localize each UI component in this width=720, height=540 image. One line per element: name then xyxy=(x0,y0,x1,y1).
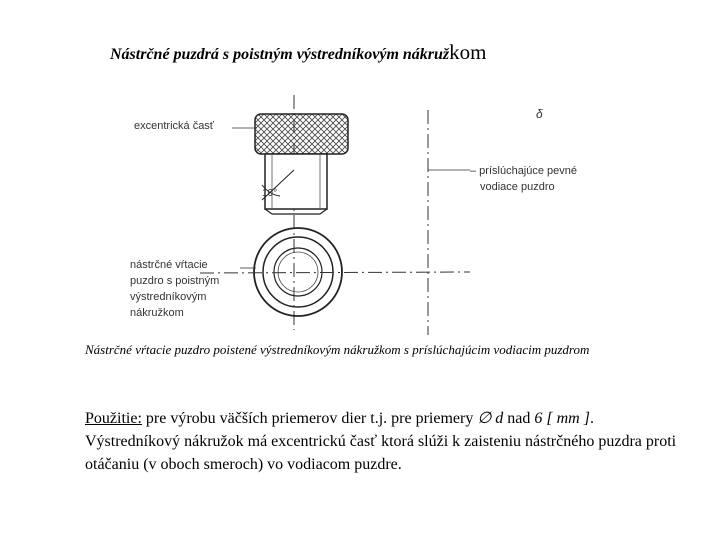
usage-label: Použitie: xyxy=(85,410,142,427)
label-angle: 10° xyxy=(262,188,278,199)
diameter-symbol: ∅ d xyxy=(477,410,504,427)
bore-ring xyxy=(278,252,318,292)
label-bushing-2: puzdro s poistným xyxy=(130,275,220,287)
label-guide-bushing-2: vodiace puzdro xyxy=(480,181,555,193)
inner-ring xyxy=(274,248,322,296)
figure-caption: Nástrčné vŕtacie puzdro poistené výstredníkovým nákružkom s príslúchajúcim vodiacim puzdrom xyxy=(85,342,590,357)
knurled-collar xyxy=(255,114,348,154)
usage-paragraph xyxy=(85,407,685,476)
outer-ring xyxy=(254,228,342,316)
label-bushing-4: nákružkom xyxy=(130,307,184,319)
label-guide-bushing-1: – príslúchajúce pevné xyxy=(470,165,578,177)
label-bushing-1: nástrčné vŕtacie xyxy=(130,259,208,271)
usage-text-1: pre výrobu väčších priemerov dier t.j. pre priemery xyxy=(141,410,478,427)
horizontal-center-line xyxy=(200,272,470,273)
title-main: Nástrčné puzdrá s poistným výstredníkovým nákruž xyxy=(110,46,450,63)
label-mark: δ xyxy=(536,107,543,121)
usage-text-2: nad xyxy=(503,410,535,427)
title-tail: kom xyxy=(449,40,487,64)
label-bushing-3: výstredníkovým xyxy=(130,291,207,303)
usage-text-3: . Výstredníkový nákružok má excentrickú časť ktorá slúži k zaisteniu nástrčného puzdra proti otáčaniu (v oboch smeroch) vo vodiacom puzdre. xyxy=(85,410,677,473)
label-eccentric-part: excentrická časť xyxy=(134,120,214,132)
diameter-value: 6 [ mm ] xyxy=(534,410,590,427)
